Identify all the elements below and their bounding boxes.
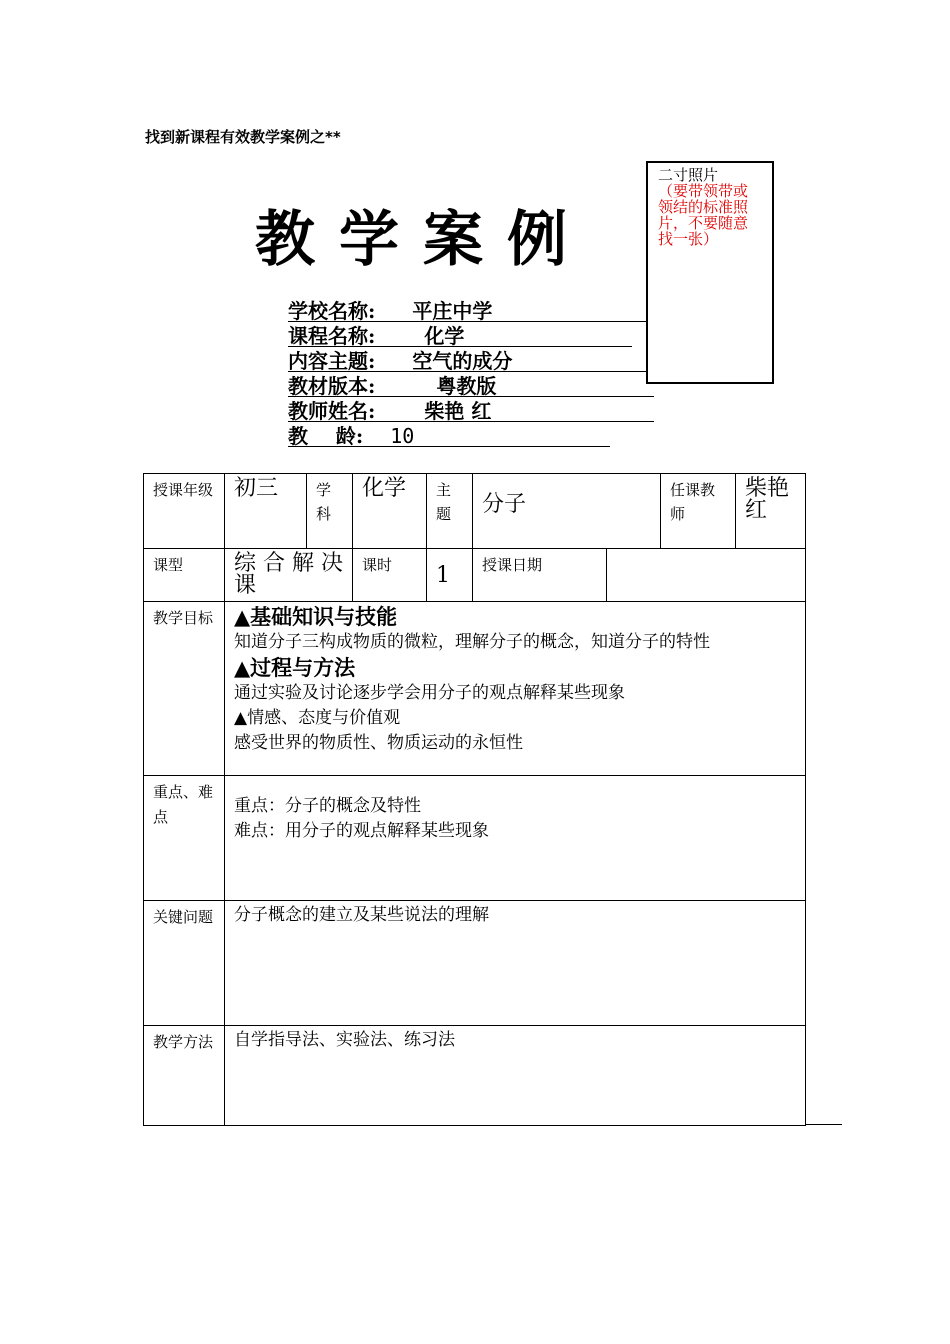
goal3-head: ▲情感、态度与价值观 [234,708,401,728]
theme-value: 分子 [473,474,661,549]
teacher-value-cell: 柴艳红 [736,474,806,549]
topic-label: 内容主题: [288,349,376,373]
theme-label: 主题 [427,474,473,549]
method: 自学指导法、实验法、练习法 [225,1026,806,1126]
subject-value: 化学 [353,474,427,549]
header-note: 找到新课程有效教学案例之** [145,128,341,146]
keypoints-content [225,776,806,901]
trailing-line [805,1124,842,1125]
info-topic [288,349,512,373]
goals-content [225,602,806,776]
key-issue: 分子概念的建立及某些说法的理解 [225,901,806,1026]
underline [288,346,632,347]
method-label: 教学方法 [144,1026,225,1126]
type-value: 综 合 解 决 课 [225,549,353,602]
photo-title: 二寸照片 [658,166,719,184]
course-value: 化学 [424,324,465,348]
date-label: 授课日期 [473,549,607,602]
key-issue-label: 关键问题 [144,901,225,1026]
subject-label: 学科 [307,474,353,549]
years-label: 教 龄: [288,424,364,448]
underline [288,321,646,322]
key-point: 重点：分子的概念及特性 [234,796,421,816]
grade-value: 初三 [225,474,307,549]
goal1-text: 知道分子三构成物质的微粒，理解分子的概念，知道分子的特性 [234,632,710,652]
period-label: 课时 [353,549,427,602]
type-label: 课型 [144,549,225,602]
photo-note: （要带领带或领结的标准照片，不要随意找一张） [658,182,749,248]
period-value: 1 [427,549,473,602]
difficult-point: 难点：用分子的观点解释某些现象 [234,821,489,841]
school-label: 学校名称: [288,299,376,323]
info-school [288,299,492,323]
photo-placeholder [646,161,774,384]
info-course [288,324,464,348]
edition-label: 教材版本: [288,374,376,398]
teacher-label: 教师姓名: [288,399,376,423]
years-value: 10 [390,424,415,448]
goal2-head: ▲过程与方法 [234,656,356,680]
edition-value: 粤教版 [436,374,497,398]
goal3-text: 感受世界的物质性、物质运动的永恒性 [234,733,523,753]
underline [288,396,654,397]
course-label: 课程名称: [288,324,376,348]
info-edition [288,374,496,398]
underline [288,371,646,372]
underline [288,421,654,422]
keypoints-label: 重点、难点 [144,776,225,901]
date-value [607,549,806,602]
lesson-table [143,473,806,1126]
grade-label: 授课年级 [144,474,225,549]
teacher-label-cell: 任课教师 [661,474,736,549]
info-teacher [288,399,491,423]
main-title: 教学案例 [255,205,591,275]
topic-value: 空气的成分 [412,349,513,373]
underline [288,446,610,447]
info-years [288,424,414,448]
goal1-head: ▲基础知识与技能 [234,605,398,629]
goals-label: 教学目标 [144,602,225,776]
goal2-text: 通过实验及讨论逐步学会用分子的观点解释某些现象 [234,683,625,703]
school-value: 平庄中学 [412,299,493,323]
teacher-value: 柴艳 红 [424,399,492,423]
